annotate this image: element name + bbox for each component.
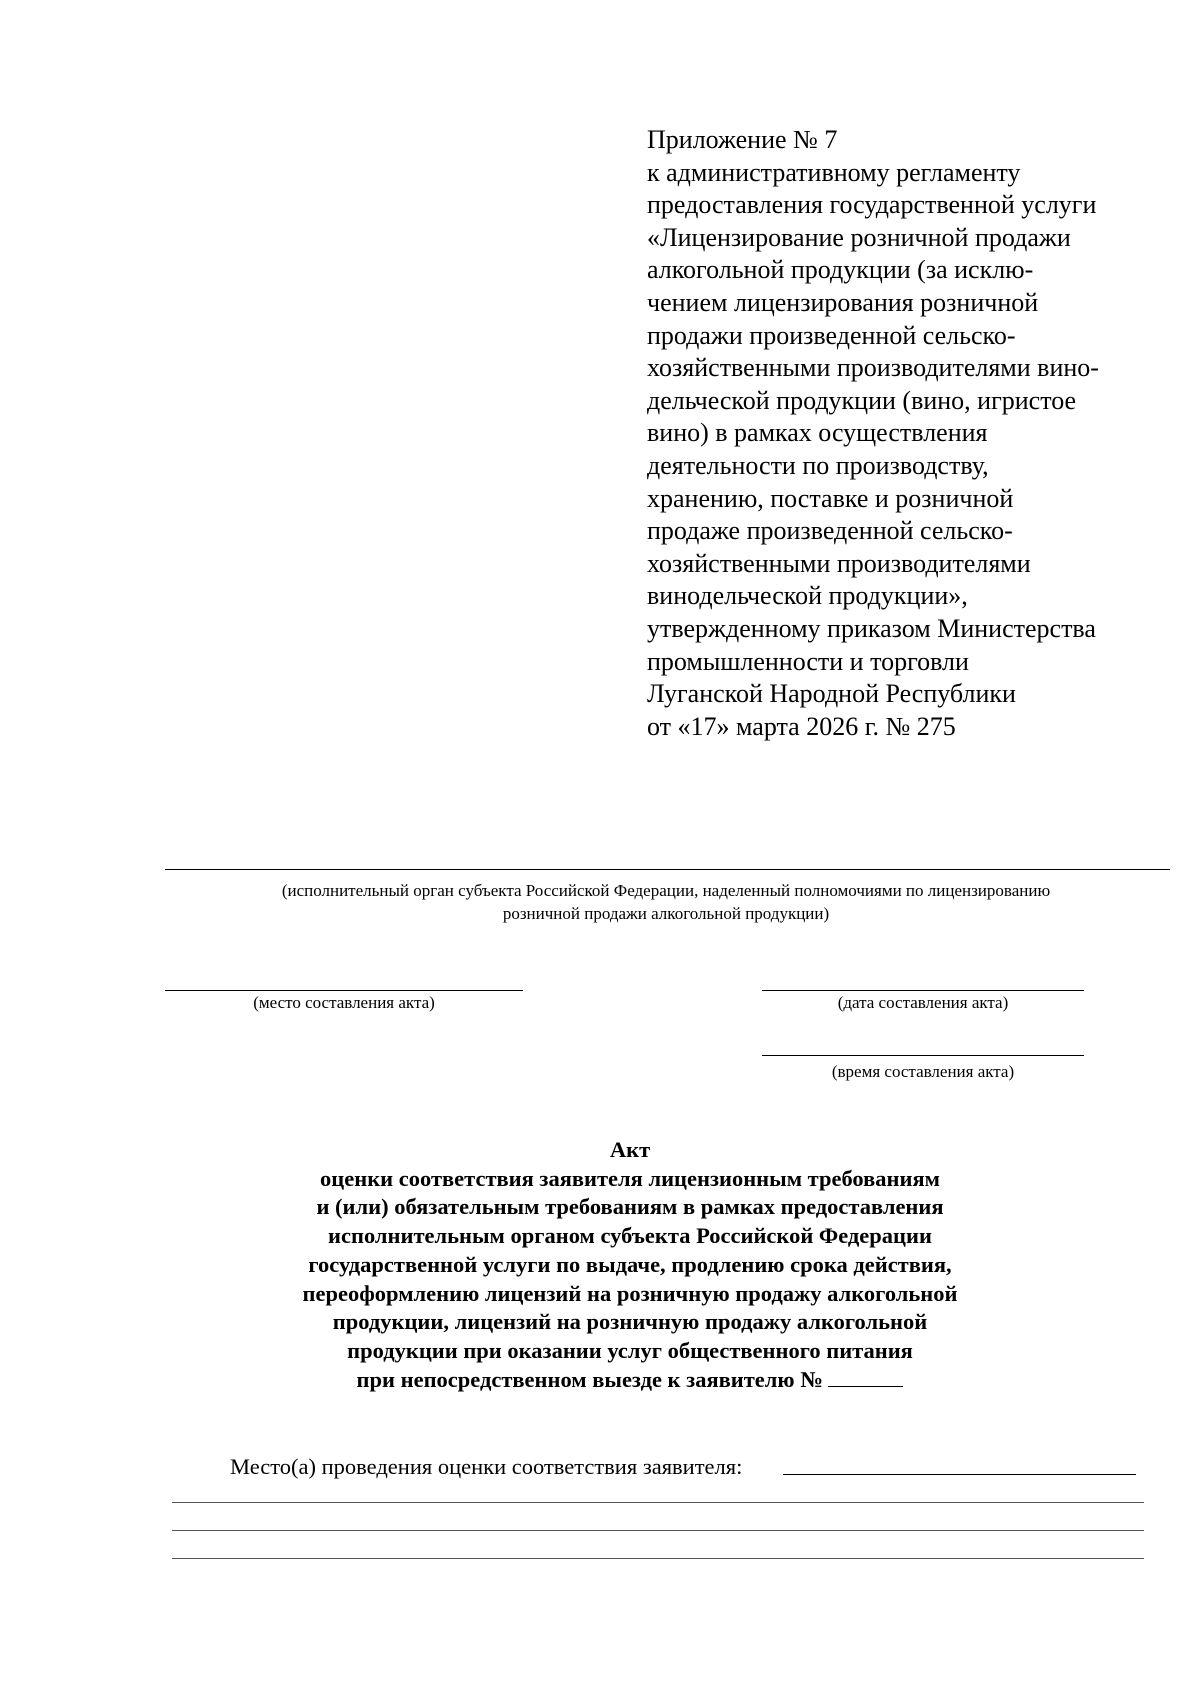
assessment-place-row: [230, 1453, 742, 1481]
assessment-place-field-line[interactable]: [783, 1474, 1136, 1475]
act-title-line: продукции, лицензий на розничную продажу алкогольной: [332, 1309, 928, 1335]
appendix-line: продаже произведенной сельско-: [647, 516, 1013, 546]
act-number-label: при непосредственном выезде к заявителю №: [356, 1366, 823, 1392]
date-caption: (дата составления акта): [837, 993, 1009, 1012]
appendix-line: дельческой продукции (вино, игристое: [647, 385, 1077, 415]
appendix-line: алкогольной продукции (за исклю-: [647, 255, 1034, 285]
act-title-line: исполнительным органом субъекта Российской Федерации: [328, 1223, 932, 1249]
assessment-place-extra-line-3[interactable]: [172, 1558, 1144, 1559]
time-caption: (время составления акта): [831, 1062, 1015, 1081]
act-title-line: государственной услуги по выдаче, продлению срока действия,: [308, 1251, 952, 1277]
appendix-line: вино) в рамках осуществления: [647, 418, 988, 448]
act-title-line: переоформлению лицензий на розничную продажу алкогольной: [302, 1280, 958, 1306]
act-title-last-line: [250, 1366, 1010, 1395]
authority-field-line: [165, 869, 1170, 870]
appendix-line: хозяйственными производителями: [647, 548, 1031, 578]
act-title-line: и (или) обязательным требованиям в рамках предоставления: [316, 1194, 944, 1220]
appendix-line: хранению, поставке и розничной: [647, 483, 1014, 513]
authority-caption-line1: (исполнительный орган субъекта Российской Федерации, наделенный полномочиями по лицензированию: [281, 881, 1051, 900]
appendix-line: утвержденному приказом Министерства: [647, 613, 1096, 643]
act-title: [250, 1136, 1010, 1394]
appendix-line: от «17» марта 2026 г. № 275: [647, 711, 956, 741]
place-caption: (место составления акта): [253, 993, 435, 1012]
authority-caption: [160, 879, 1172, 925]
act-title-line: продукции при оказании услуг общественного питания: [347, 1337, 913, 1363]
appendix-line: «Лицензирование розничной продажи: [647, 222, 1071, 252]
appendix-line: предоставления государственной услуги: [647, 190, 1097, 220]
appendix-line: чением лицензирования розничной: [647, 287, 1039, 317]
appendix-line: Приложение № 7: [647, 125, 838, 154]
appendix-header: [647, 124, 1147, 743]
appendix-line: Луганской Народной Республики: [647, 679, 1016, 709]
appendix-line-text: к административному регламенту: [647, 157, 1021, 187]
assessment-place-extra-line-2[interactable]: [172, 1530, 1144, 1531]
appendix-line: деятельности по производству,: [647, 450, 989, 480]
appendix-line: винодельческой продукции»,: [647, 581, 968, 611]
appendix-line: хозяйственными производителями вино-: [647, 353, 1099, 383]
time-field-line: [762, 1055, 1084, 1056]
appendix-line: продажи произведенной сельско-: [647, 320, 1016, 350]
act-heading: Акт: [609, 1137, 651, 1162]
authority-caption-line2: розничной продажи алкогольной продукции): [502, 904, 830, 923]
appendix-line: [647, 157, 1147, 190]
appendix-line: промышленности и торговли: [647, 646, 969, 676]
act-number-blank[interactable]: [828, 1368, 903, 1387]
assessment-place-label: Место(а) проведения оценки соответствия заявителя:: [230, 1454, 743, 1479]
assessment-place-extra-line-1[interactable]: [172, 1502, 1144, 1503]
act-title-line: оценки соответствия заявителя лицензионным требованиям: [320, 1165, 940, 1191]
